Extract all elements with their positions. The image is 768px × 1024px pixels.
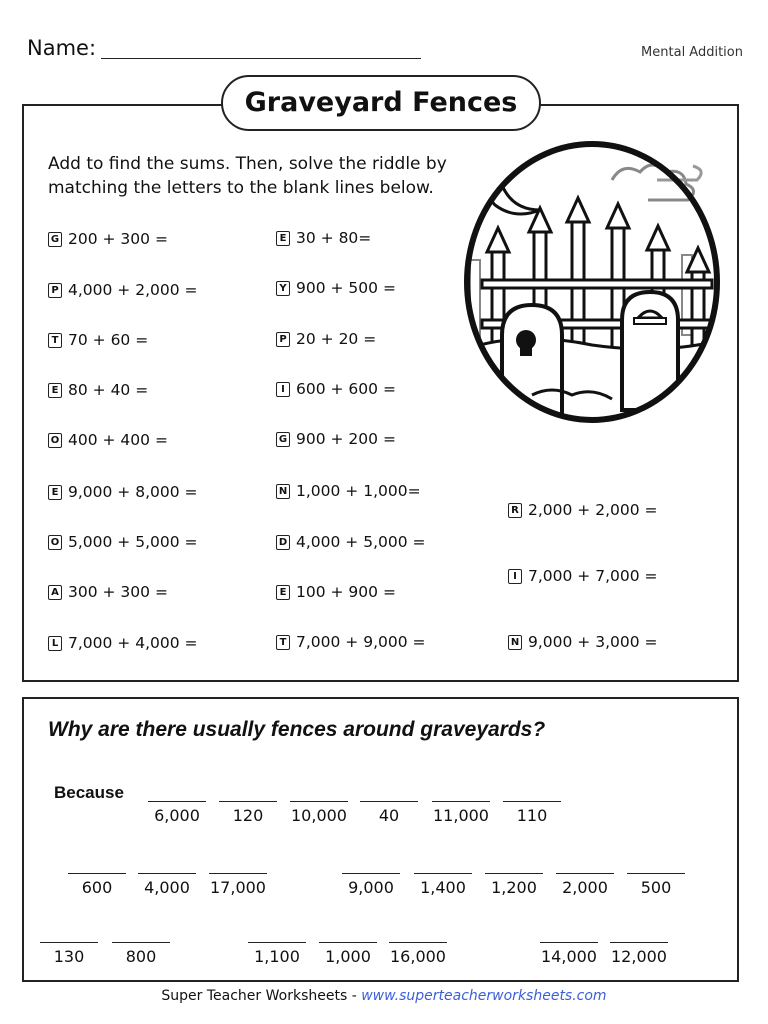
answer-letter: E <box>48 383 62 398</box>
name-line[interactable] <box>101 58 421 59</box>
problem-item <box>276 533 426 551</box>
answer-blank[interactable]: 9,000 <box>342 873 400 897</box>
name-label: Name: <box>27 36 97 60</box>
answer-blank[interactable]: 120 <box>219 801 277 825</box>
problem-item <box>276 330 376 348</box>
answer-letter: G <box>276 432 290 447</box>
problem-item <box>48 431 168 449</box>
answer-blank[interactable]: 1,100 <box>248 942 306 966</box>
answer-letter: O <box>48 433 62 448</box>
answer-blank[interactable]: 130 <box>40 942 98 966</box>
answer-letter: P <box>276 332 290 347</box>
answer-letter: N <box>508 635 522 650</box>
answer-blank[interactable]: 2,000 <box>556 873 614 897</box>
problem-expression: 200 + 300 = <box>68 230 168 248</box>
problem-item <box>276 430 396 448</box>
problem-expression: 9,000 + 8,000 = <box>68 483 198 501</box>
problem-item <box>508 633 658 651</box>
footer-text: Super Teacher Worksheets - <box>161 988 362 1004</box>
problem-item <box>276 279 396 297</box>
answer-blank[interactable]: 4,000 <box>138 873 196 897</box>
answer-letter: O <box>48 535 62 550</box>
answer-blank[interactable]: 1,200 <box>485 873 543 897</box>
answer-blank[interactable]: 16,000 <box>389 942 447 966</box>
answer-blank[interactable]: 110 <box>503 801 561 825</box>
problem-expression: 20 + 20 = <box>296 330 377 348</box>
problem-expression: 70 + 60 = <box>68 331 149 349</box>
answer-blank[interactable]: 14,000 <box>540 942 598 966</box>
problem-expression: 30 + 80= <box>296 229 372 247</box>
footer-link[interactable]: www.superteacherworksheets.com <box>361 988 607 1004</box>
problem-expression: 80 + 40 = <box>68 381 149 399</box>
answer-letter: I <box>508 569 522 584</box>
problem-expression: 1,000 + 1,000= <box>296 482 421 500</box>
problem-item <box>276 380 396 398</box>
problem-item <box>276 229 371 247</box>
answer-letter: E <box>48 485 62 500</box>
problem-item <box>508 567 658 585</box>
answer-letter: E <box>276 231 290 246</box>
answer-letter: R <box>508 503 522 518</box>
answer-blank[interactable]: 6,000 <box>148 801 206 825</box>
problem-expression: 100 + 900 = <box>296 583 396 601</box>
answer-letter: I <box>276 382 290 397</box>
answer-letter: T <box>276 635 290 650</box>
riddle-question: Why are there usually fences around graveyards? <box>48 718 546 741</box>
answer-blank[interactable]: 11,000 <box>432 801 490 825</box>
page-title: Graveyard Fences <box>221 75 541 131</box>
problem-item <box>48 331 148 349</box>
answer-blank[interactable]: 1,400 <box>414 873 472 897</box>
answer-letter: N <box>276 484 290 499</box>
problem-expression: 900 + 200 = <box>296 430 396 448</box>
answer-letter: G <box>48 232 62 247</box>
problem-expression: 7,000 + 9,000 = <box>296 633 426 651</box>
problem-item <box>48 533 198 551</box>
problem-item <box>48 381 148 399</box>
answer-blank[interactable]: 12,000 <box>610 942 668 966</box>
instructions: Add to find the sums. Then, solve the riddle by matching the letters to the blank lines below. <box>48 154 447 198</box>
problem-expression: 7,000 + 7,000 = <box>528 567 658 585</box>
problem-item <box>276 482 421 500</box>
problem-expression: 4,000 + 5,000 = <box>296 533 426 551</box>
problem-expression: 7,000 + 4,000 = <box>68 634 198 652</box>
problem-item <box>276 633 426 651</box>
answer-letter: A <box>48 585 62 600</box>
problem-expression: 600 + 600 = <box>296 380 396 398</box>
problem-expression: 400 + 400 = <box>68 431 168 449</box>
answer-letter: T <box>48 333 62 348</box>
problem-expression: 5,000 + 5,000 = <box>68 533 198 551</box>
graveyard-illustration <box>462 140 722 425</box>
subject-label: Mental Addition <box>641 45 743 60</box>
answer-blank[interactable]: 40 <box>360 801 418 825</box>
problem-expression: 9,000 + 3,000 = <box>528 633 658 651</box>
problem-expression: 900 + 500 = <box>296 279 396 297</box>
answer-letter: L <box>48 636 62 651</box>
problem-expression: 300 + 300 = <box>68 583 168 601</box>
answer-blank[interactable]: 800 <box>112 942 170 966</box>
answer-letter: Y <box>276 281 290 296</box>
answer-blank[interactable]: 17,000 <box>209 873 267 897</box>
answer-letter: D <box>276 535 290 550</box>
footer <box>0 988 768 1004</box>
problem-expression: 4,000 + 2,000 = <box>68 281 198 299</box>
problem-item <box>48 483 198 501</box>
problem-item <box>48 634 198 652</box>
problem-expression: 2,000 + 2,000 = <box>528 501 658 519</box>
problem-item <box>276 583 396 601</box>
problem-item <box>508 501 658 519</box>
answer-blank[interactable]: 1,000 <box>319 942 377 966</box>
riddle-lead-word: Because <box>54 783 124 802</box>
problem-item <box>48 583 168 601</box>
answer-blank[interactable]: 500 <box>627 873 685 897</box>
problem-item <box>48 281 198 299</box>
answer-blank[interactable]: 600 <box>68 873 126 897</box>
problem-item <box>48 230 168 248</box>
answer-letter: P <box>48 283 62 298</box>
answer-blank[interactable]: 10,000 <box>290 801 348 825</box>
answer-letter: E <box>276 585 290 600</box>
